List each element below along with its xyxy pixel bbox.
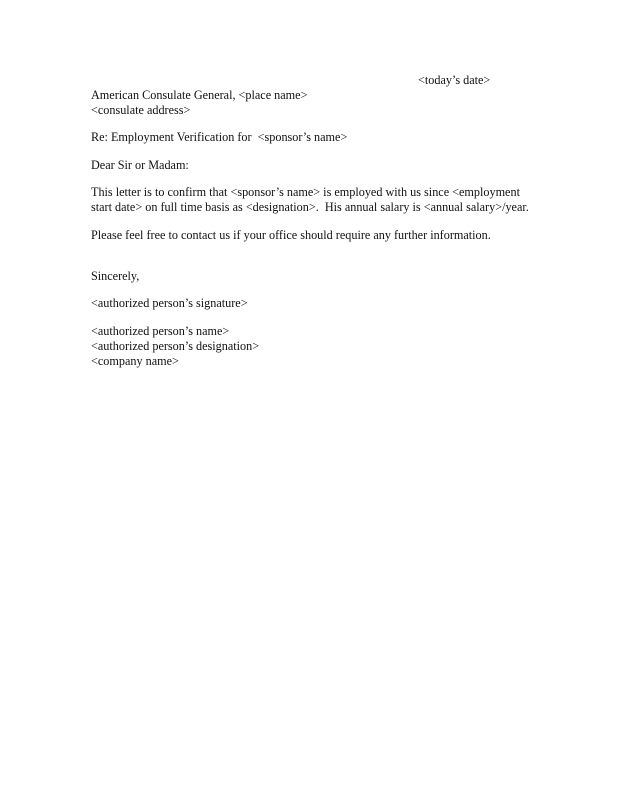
- letter-date: <today’s date>: [418, 73, 491, 87]
- salutation: Dear Sir or Madam:: [91, 158, 189, 172]
- body-paragraph-1-line-1: This letter is to confirm that <sponsor’s name> is employed with us since <employment: [91, 185, 520, 199]
- signer-designation: <authorized person’s designation>: [91, 339, 260, 353]
- signature-placeholder: <authorized person’s signature>: [91, 296, 248, 310]
- recipient-line-2: <consulate address>: [91, 103, 191, 117]
- company-name: <company name>: [91, 354, 179, 368]
- subject-line: Re: Employment Verification for <sponsor’s name>: [91, 130, 348, 144]
- recipient-line-1: American Consulate General, <place name>: [91, 88, 308, 102]
- signer-name: <authorized person’s name>: [91, 324, 230, 338]
- body-paragraph-2: Please feel free to contact us if your office should require any further information.: [91, 228, 491, 242]
- body-paragraph-1-line-2: start date> on full time basis as <designation>. His annual salary is <annual salary>/year.: [91, 200, 529, 214]
- closing: Sincerely,: [91, 269, 140, 283]
